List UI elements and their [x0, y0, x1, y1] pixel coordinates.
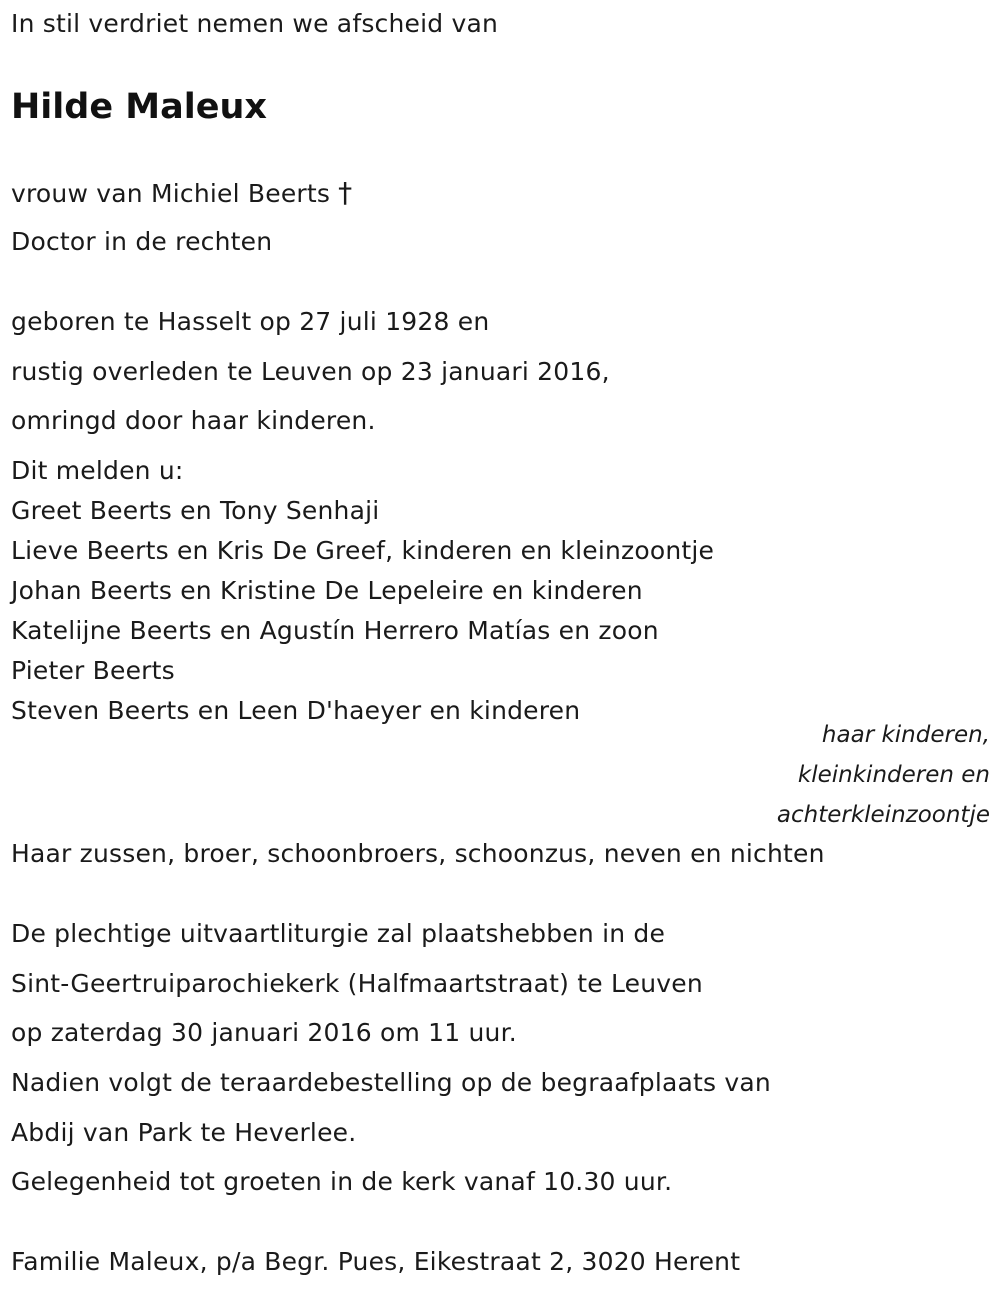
family-role-line: kleinkinderen en: [797, 762, 990, 788]
deceased-name: Hilde Maleux: [11, 87, 267, 127]
ceremony-line: op zaterdag 30 januari 2016 om 11 uur.: [11, 1018, 517, 1047]
family-member: Johan Beerts en Kristine De Lepeleire en kinderen: [11, 576, 643, 605]
family-member: Greet Beerts en Tony Senhaji: [11, 496, 380, 525]
family-role-line: achterkleinzoontje: [776, 802, 990, 828]
intro-text: In stil verdriet nemen we afscheid van: [11, 9, 499, 38]
relatives-text: Haar zussen, broer, schoonbroers, schoonzus, neven en nichten: [11, 839, 825, 868]
family-member: Lieve Beerts en Kris De Greef, kinderen en kleinzoontje: [11, 536, 715, 565]
ceremony-line: Nadien volgt de teraardebestelling op de begraafplaats van: [11, 1068, 771, 1097]
family-member: Pieter Beerts: [11, 656, 175, 685]
ceremony-line: Gelegenheid tot groeten in de kerk vanaf 10.30 uur.: [11, 1167, 673, 1196]
ceremony-line: De plechtige uitvaartliturgie zal plaatshebben in de: [11, 919, 666, 948]
birth-line: geboren te Hasselt op 27 juli 1928 en: [11, 307, 490, 336]
spouse-line: [11, 178, 352, 209]
cross-icon: †: [338, 176, 353, 209]
ceremony-line: Abdij van Park te Heverlee.: [11, 1118, 357, 1147]
family-member: Katelijne Beerts en Agustín Herrero Matías en zoon: [11, 616, 659, 645]
address-text: Familie Maleux, p/a Begr. Pues, Eikestraat 2, 3020 Herent: [11, 1247, 741, 1276]
family-role-line: haar kinderen,: [821, 722, 990, 748]
surrounded-line: omringd door haar kinderen.: [11, 406, 376, 435]
ceremony-line: Sint-Geertruiparochiekerk (Halfmaartstraat) te Leuven: [11, 969, 703, 998]
spouse-text: vrouw van Michiel Beerts: [11, 179, 331, 208]
family-member: Steven Beerts en Leen D'haeyer en kinderen: [11, 696, 581, 725]
title-text: Doctor in de rechten: [11, 227, 273, 256]
death-line: rustig overleden te Leuven op 23 januari 2016,: [11, 357, 610, 386]
announcers-intro: Dit melden u:: [11, 456, 184, 485]
